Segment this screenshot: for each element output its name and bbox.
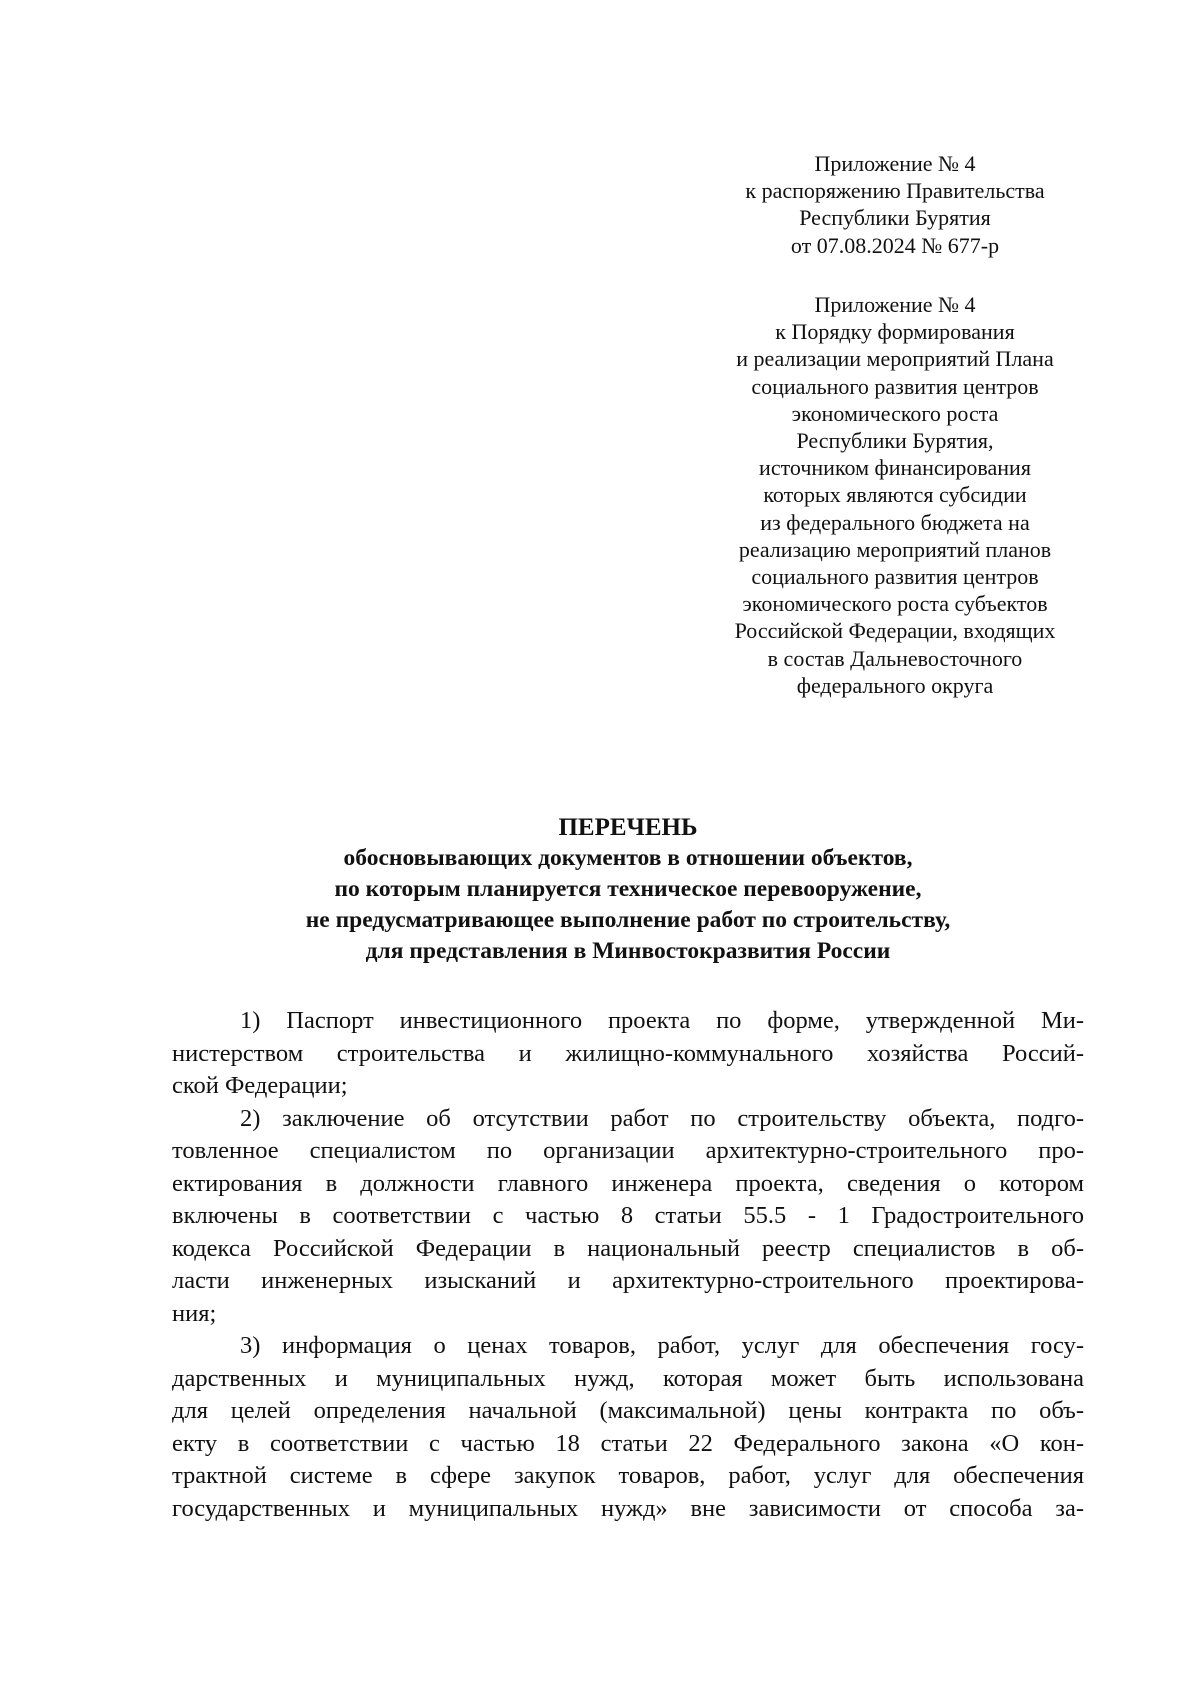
list-item-1 <box>172 1005 1084 1103</box>
title-line: по которым планируется техническое перевооружение, <box>334 876 922 902</box>
text-line: ской Федерации; <box>172 1072 348 1099</box>
appendix-line: в состав Дальневосточного <box>767 645 1023 671</box>
appendix-line: и реализации мероприятий Плана <box>736 346 1054 372</box>
text-line: дарственных и муниципальных нужд, которая может быть использована <box>172 1364 1084 1392</box>
text-line: ектирования в должности главного инженера проекта, сведения о котором <box>172 1169 1084 1197</box>
text-line: екту в соответствии с частью 18 статьи 22 Федерального закона «О кон- <box>172 1429 1084 1457</box>
appendix-line: которых являются субсидии <box>763 482 1027 508</box>
appendix-line: социального развития центров <box>751 373 1039 399</box>
appendix-line: от 07.08.2024 № 677-р <box>790 232 1000 258</box>
text-line: 3) информация о ценах товаров, работ, услуг для обеспечения госу- <box>240 1332 1084 1359</box>
text-line: нистерством строительства и жилищно-коммунального хозяйства Россий- <box>172 1039 1084 1067</box>
document-title <box>172 812 1084 967</box>
appendix-line: к Порядку формирования <box>775 319 1015 345</box>
appendix-line: Республики Бурятия, <box>796 428 994 454</box>
document-body <box>172 1005 1084 1525</box>
appendix-line: из федерального бюджета на <box>760 509 1030 535</box>
text-line: 2) заключение об отсутствии работ по строительству объекта, подго- <box>240 1104 1084 1132</box>
text-line: включены в соответствии с частью 8 статьи 55.5 - 1 Градостроительного <box>172 1202 1084 1229</box>
appendix-line: реализацию мероприятий планов <box>738 536 1052 562</box>
list-item-2 <box>172 1103 1084 1331</box>
title-line: не предусматривающее выполнение работ по строительству, <box>305 907 951 933</box>
text-line: государственных и муниципальных нужд» вне зависимости от способа за- <box>172 1494 1084 1522</box>
appendix-line: экономического роста субъектов <box>742 591 1048 617</box>
title-line: для представления в Минвостокразвития России <box>365 938 891 964</box>
title-line: обосновывающих документов в отношении объектов, <box>343 845 913 871</box>
appendix-line: федерального округа <box>796 672 994 698</box>
title-main: ПЕРЕЧЕНЬ <box>558 814 698 841</box>
text-line: кодекса Российской Федерации в национальный реестр специалистов в об- <box>172 1234 1084 1262</box>
appendix-line: социального развития центров <box>751 564 1039 590</box>
appendix-header-procedure <box>700 291 1090 699</box>
appendix-line: к распоряжению Правительства <box>745 178 1045 204</box>
appendix-line: экономического роста <box>791 400 999 426</box>
text-line: ния; <box>172 1299 217 1327</box>
list-item-3 <box>172 1330 1084 1525</box>
text-line: для целей определения начальной (максимальной) цены контракта по объ- <box>172 1397 1084 1424</box>
appendix-line: Республики Бурятия <box>799 205 991 231</box>
appendix-header-order <box>700 150 1090 259</box>
appendix-line: Приложение № 4 <box>814 151 976 176</box>
text-line: трактной системе в сфере закупок товаров, работ, услуг для обеспечения <box>172 1462 1084 1489</box>
appendix-line: Российской Федерации, входящих <box>734 618 1056 644</box>
appendix-line: Приложение № 4 <box>814 292 976 317</box>
text-line: товленное специалистом по организации архитектурно-строительного про- <box>172 1137 1084 1164</box>
text-line: 1) Паспорт инвестиционного проекта по форме, утвержденной Ми- <box>240 1007 1084 1034</box>
text-line: ласти инженерных изысканий и архитектурно-строительного проектирова- <box>172 1267 1084 1294</box>
appendix-line: источником финансирования <box>759 455 1031 481</box>
